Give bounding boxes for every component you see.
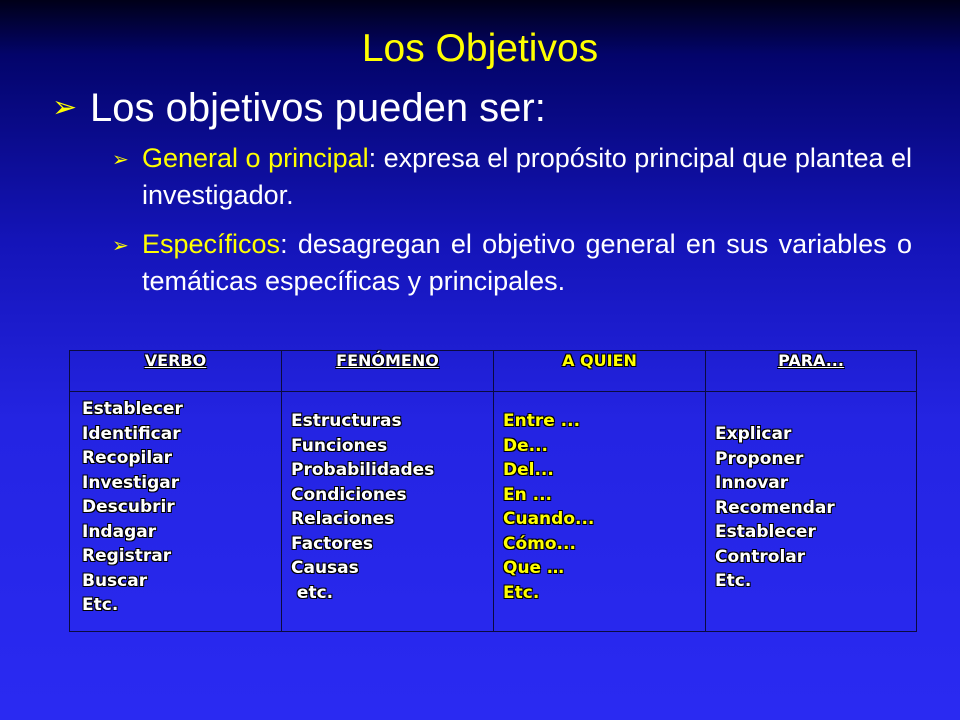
list-item: Etc. — [82, 595, 119, 615]
desc-general: expresa el propósito principal que plantea el investigador. — [142, 143, 913, 210]
list-item: Descubrir — [82, 497, 175, 517]
arrow-bullet-icon: ➢ — [52, 91, 78, 124]
table-row — [70, 392, 917, 632]
list-item: Recopilar — [82, 448, 173, 468]
term-general: General o principal — [142, 143, 369, 173]
list-a-quien — [494, 392, 705, 605]
header-a-quien: A QUIEN — [494, 351, 706, 392]
list-item: Del... — [503, 460, 554, 480]
list-item: Condiciones — [291, 484, 407, 505]
header-fenomeno: FENÓMENO — [282, 351, 494, 392]
list-item: Proponer — [715, 448, 804, 469]
list-item: Cuando... — [503, 509, 595, 529]
list-item: Investigar — [82, 472, 180, 493]
list-item: Indagar — [82, 521, 157, 542]
cell-fenomeno — [282, 392, 494, 632]
list-item: Etc. — [503, 582, 540, 603]
sub-bullet-especificos — [112, 226, 912, 300]
arrow-bullet-icon: ➢ — [112, 235, 129, 257]
main-bullet-text: Los objetivos pueden ser: — [90, 86, 546, 130]
header-verbo: VERBO — [70, 351, 282, 392]
list-para — [706, 392, 916, 594]
list-item: Estructuras — [291, 411, 402, 431]
list-item: Etc. — [715, 571, 752, 591]
main-bullet — [52, 84, 546, 132]
list-item: Registrar — [82, 546, 172, 566]
term-separator: : — [280, 229, 298, 259]
list-item: En ... — [503, 484, 553, 505]
list-item: Recomendar — [715, 497, 835, 518]
term-separator: : — [368, 143, 384, 173]
list-item: Controlar — [715, 546, 806, 567]
list-item: Que … — [503, 558, 565, 578]
list-item: etc. — [291, 582, 334, 603]
list-verbo — [70, 392, 281, 618]
list-item: Probabilidades — [291, 460, 435, 480]
list-item: Identificar — [82, 423, 181, 444]
list-item: Innovar — [715, 473, 789, 493]
slide-title: Los Objetivos — [361, 27, 599, 70]
list-item: Establecer — [82, 399, 183, 419]
list-item: Funciones — [291, 435, 388, 456]
list-item: Explicar — [715, 424, 792, 444]
list-fenomeno — [282, 392, 493, 605]
list-item: Establecer — [715, 522, 816, 542]
list-item: Factores — [291, 533, 374, 554]
term-especificos: Específicos — [142, 229, 281, 259]
table-header-row — [70, 351, 917, 392]
sub-bullet-general — [112, 140, 912, 214]
header-para: PARA... — [706, 351, 917, 392]
list-item: Relaciones — [291, 509, 395, 529]
list-item: Entre ... — [503, 411, 581, 431]
list-item: Buscar — [82, 570, 148, 591]
desc-especificos: desagregan el objetivo general en sus variables o temáticas específicas y principales. — [142, 229, 912, 296]
list-item: Cómo... — [503, 533, 576, 554]
cell-a-quien — [494, 392, 706, 632]
arrow-bullet-icon: ➢ — [112, 149, 129, 171]
list-item: De... — [503, 435, 549, 456]
list-item: Causas — [291, 558, 359, 578]
objectives-table — [69, 350, 917, 632]
cell-para — [706, 392, 917, 632]
cell-verbo — [70, 392, 282, 632]
